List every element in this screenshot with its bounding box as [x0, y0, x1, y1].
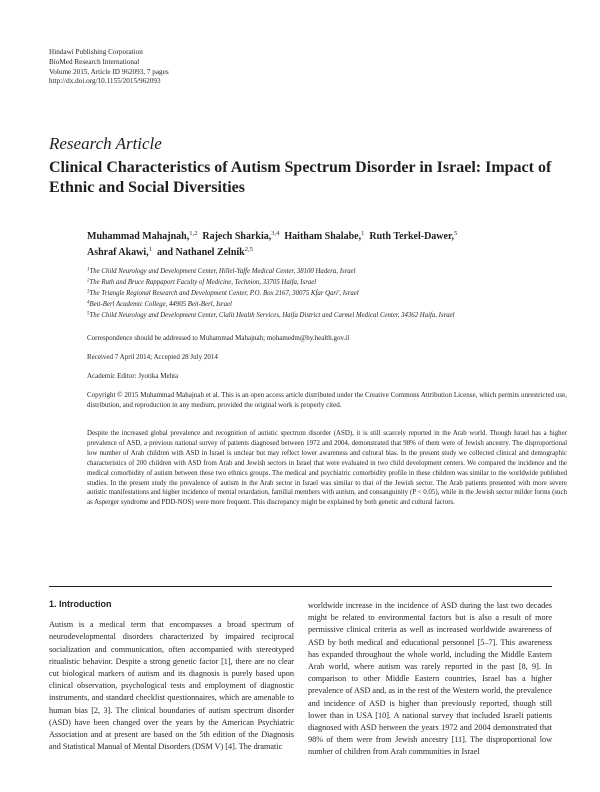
academic-editor: Academic Editor: Jyotika Mehta [87, 372, 179, 380]
section-heading: 1. Introduction [49, 599, 112, 609]
affiliation: $^5$The Child Neurology and Development Center, Clalit Health Services, Haifa District and Carmel Medical Center, 34362 Haifa, Israel [87, 311, 455, 320]
publisher-name: Hindawi Publishing Corporation [49, 48, 143, 56]
journal-name: BioMed Research International [49, 57, 140, 66]
received-dates: Received 7 April 2014; Accepted 28 July 2014 [87, 353, 218, 361]
affiliation: $^3$The Triangle Regional Research and Development Center, P.O. Box 2167, 30075 Kfar Qari', Israel [87, 289, 359, 298]
correspondence-note: Correspondence should be addressed to Muhammad Mahajnah; mohamedm@hy.health.gov.il [87, 334, 350, 342]
intro-paragraph-right: worldwide increase in the incidence of ASD during the last two decades might be related to environmental factors but is also a result of more permissive clinical criteria as well as increased worldwide awareness of ASD by both medical and educational personnel [5–7]. This awareness has expanded throughout the whole world, including the Middle Eastern Arab world, where autism was rarely reported in the past [8, 9]. In comparison to other Middle Eastern countries, Israel has a higher prevalence of ASD and, as in the rest of the Western world, the prevalence and incidence of ASD is higher than previously reported, though still lower than in USA [10]. A national survey that included Israeli patients diagnosed with ASD between the years 1972 and 2004 demonstrated that 98% of them were from Jewish ancestry [11]. The disproportional low number of children from Arab communities in Israel [308, 601, 552, 757]
author[interactable]: Muhammad Mahajnah,$^{1,2}$ [87, 230, 198, 242]
author[interactable]: Rajech Sharkia,$^{3,4}$ [202, 230, 280, 242]
doi-link[interactable]: http://dx.doi.org/10.1155/2015/962093 [49, 77, 161, 86]
author[interactable]: and Nathanel Zelnik$^{2,5}$ [156, 246, 253, 258]
author[interactable]: Ruth Terkel-Dawer,$^5$ [369, 230, 458, 242]
author-list [87, 229, 557, 261]
affiliation: $^2$The Ruth and Bruce Rappaport Faculty of Medicine, Technion, 33705 Haifa, Israel [87, 278, 317, 287]
affiliation-list [87, 266, 567, 321]
left-column [49, 598, 294, 753]
right-column [308, 600, 552, 759]
section-divider [49, 586, 552, 587]
abstract: Despite the increased global prevalence and recognition of autistic spectrum disorder (ASD), it is still scarcely reported in the Arab world. Though Israel has a higher prevalence of ASD, a previous national survey of patients diagnosed between 1972 and 2004, demonstrated that 98% of them were of Jewish ancestry. The disproportional low number of Arab children with ASD in Israel is unclear but may reflect lower awareness and cultural bias. In the present study we collected clinical and demographic characteristics of 200 children with ASD from Arab and Jewish sectors in Israel that were evaluated in two child development centers. We compared the incidence and the medical comorbidity of autism between these two ethnics groups. The medical and psychiatric comorbidity profile in these children was similar to the worldwide published studies. In the present study the prevalence of autism in the Arab sector in Israel was similar to that of the Jewish sector. The Arab patients presented with more severe autistic manifestations and higher incidence of mental retardation, familial members with autism, and consanguinity (P < 0.05), while in the Jewish sector milder forms (such as Asperger syndrome and PDD-NOS) were more frequent. This discrepancy might be explained by both genetic and cultural factors. [87, 430, 567, 507]
author[interactable]: Ashraf Akawi,$^1$ [87, 246, 152, 258]
author[interactable]: Haitham Shalabe,$^1$ [284, 230, 365, 242]
affiliation: $^4$Beit-Berl Academic College, 44905 Beit-Berl, Israel [87, 300, 232, 309]
volume-info: Volume 2015, Article ID 962093, 7 pages [49, 67, 169, 76]
article-type: Research Article [49, 134, 162, 153]
copyright-notice: Copyright © 2015 Muhammad Mahajnah et al. This is an open access article distributed under the Creative Commons Attribution License, which permits unrestricted use, distribution, and reproduction in any medium, provided the original work is properly cited. [87, 391, 567, 409]
intro-paragraph-left: Autism is a medical term that encompasses a broad spectrum of neurodevelopmental disorders characterized by impaired reciprocal socialization and communication, often accompanied with stereotyped ritualistic behavior. Despite a strong genetic factor [1], there are no clear cut biological markers of autism and its diagnosis is purely based upon clinical observation, psychological tests and employment of diagnostic instruments, and standard checklist questionnaires, which are amenable to human bias [2, 3]. The clinical boundaries of autism spectrum disorder (ASD) have been changed over the years by the American Psychiatric Association and at present are based on the 5th edition of the Diagnosis and Statistical Manual of Mental Disorders (DSM V) [4]. The dramatic [49, 620, 294, 752]
journal-masthead [49, 48, 169, 87]
affiliation: $^1$The Child Neurology and Development Center, Hillel-Yaffe Medical Center, 38100 Hadera, Israel [87, 267, 356, 275]
article-title: Clinical Characteristics of Autism Spectrum Disorder in Israel: Impact of Ethnic and Social Diversities [49, 159, 552, 196]
